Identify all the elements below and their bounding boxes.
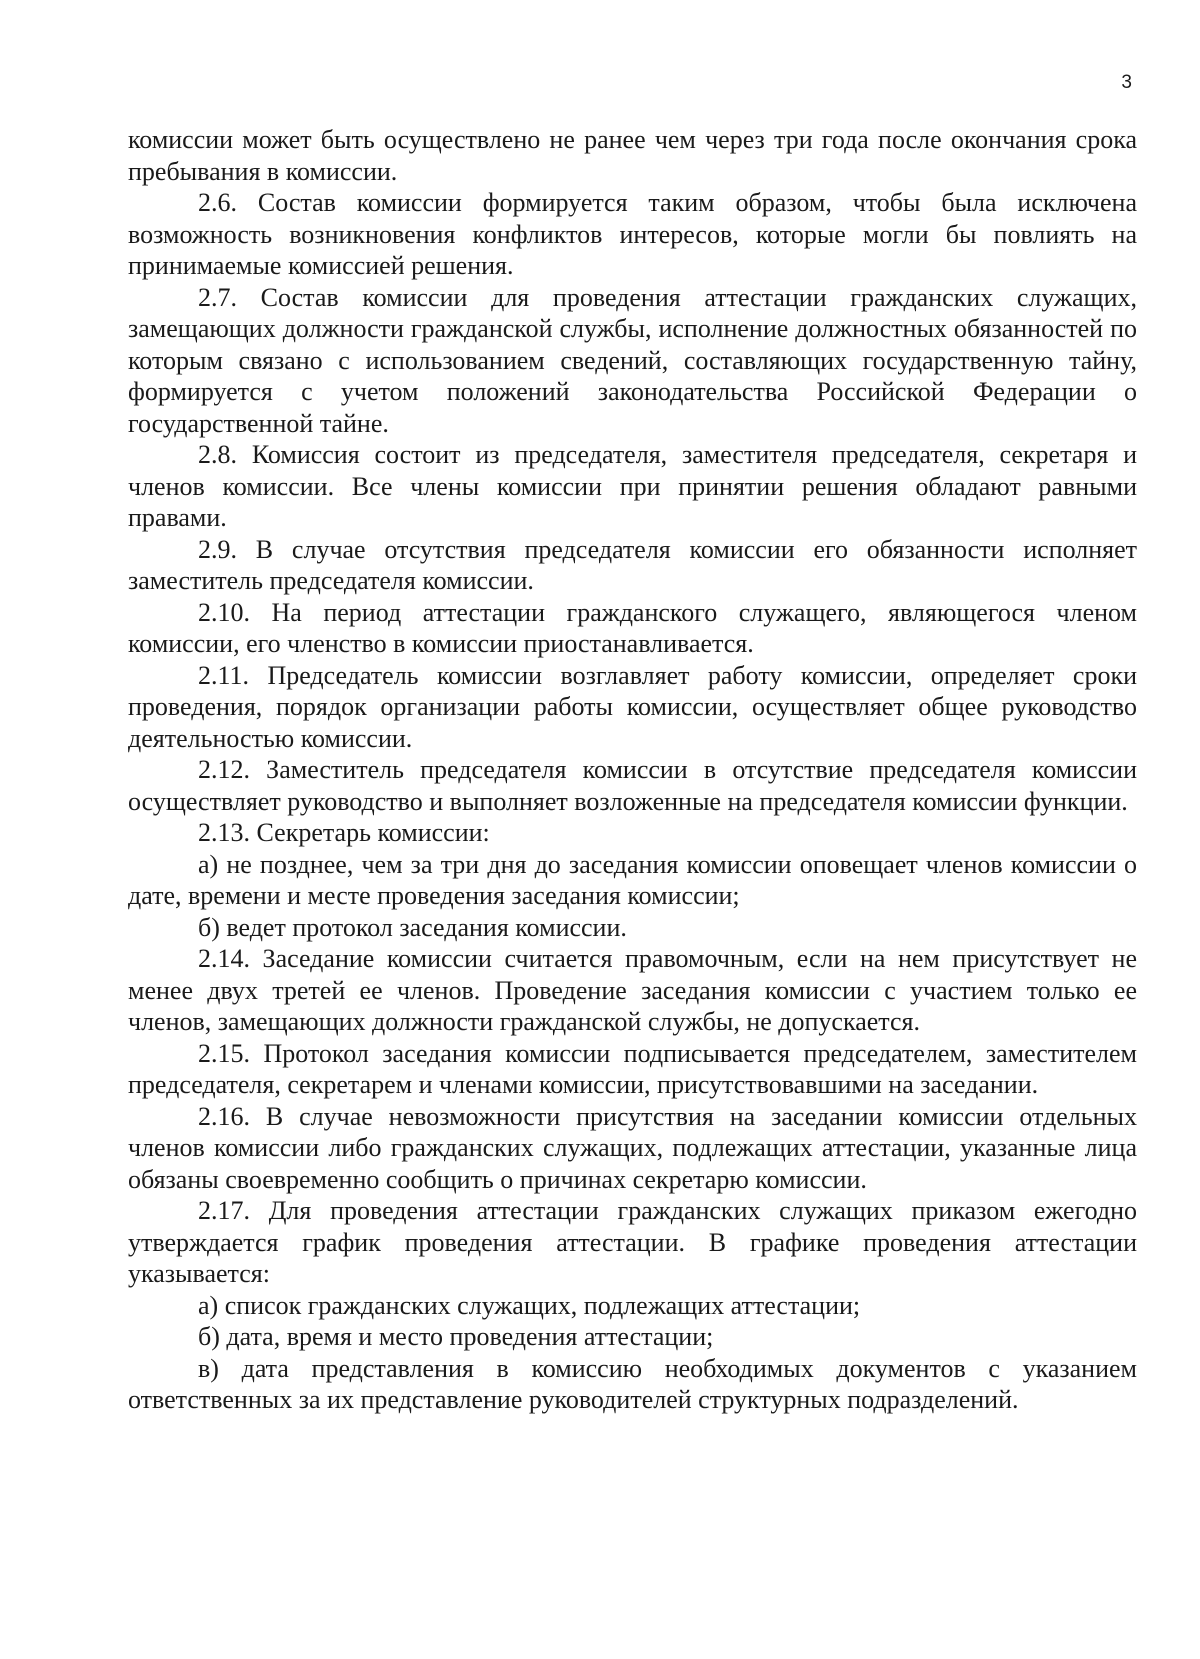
paragraph-2-17: 2.17. Для проведения аттестации гражданских служащих приказом ежегодно утверждается график проведения аттестации. В графике проведения аттестации указывается: (128, 1196, 1137, 1288)
list-item-2-17-b: б) дата, время и место проведения аттестации; (198, 1322, 714, 1351)
paragraph-2-6: 2.6. Состав комиссии формируется таким образом, чтобы была исключена возможность возникновения конфликтов интересов, которые могли бы повлиять на принимаемые комиссией решения. (128, 188, 1137, 280)
paragraph-2-12: 2.12. Заместитель председателя комиссии в отсутствие председателя комиссии осуществляет руководство и выполняет возложенные на председателя комиссии функции. (128, 755, 1137, 816)
paragraph-2-8: 2.8. Комиссия состоит из председателя, заместителя председателя, секретаря и членов комиссии. Все члены комиссии при принятии решения обладают равными правами. (128, 440, 1137, 532)
list-item-2-13-b: б) ведет протокол заседания комиссии. (198, 912, 627, 942)
list-item-2-17-c: в) дата представления в комиссию необходимых документов с указанием ответственных за их представление руководителей структурных подразделений. (128, 1353, 1137, 1414)
paragraph-2-11: 2.11. Председатель комиссии возглавляет работу комиссии, определяет сроки проведения, порядок организации работы комиссии, осуществляет общее руководство деятельностью комиссии. (128, 660, 1137, 753)
paragraph-continuation: комиссии может быть осуществлено не ранее чем через три года после окончания срока пребывания в комиссии. (128, 125, 1137, 186)
paragraph-2-13: 2.13. Секретарь комиссии: (198, 818, 490, 847)
page-number: 3 (1121, 72, 1132, 93)
paragraph-2-16: 2.16. В случае невозможности присутствия на заседании комиссии отдельных членов комиссии либо гражданских служащих, подлежащих аттестации, указанные лица обязаны своевременно сообщить о причинах секретарю комиссии. (128, 1101, 1137, 1194)
paragraph-2-14: 2.14. Заседание комиссии считается правомочным, если на нем присутствует не менее двух третей ее членов. Проведение заседания комиссии с участием только ее членов, замещающих должности гражданской службы, не допускается. (128, 944, 1137, 1036)
document-body (128, 124, 1137, 1416)
paragraph-2-7: 2.7. Состав комиссии для проведения аттестации гражданских служащих, замещающих должности гражданской службы, исполнение должностных обязанностей по которым связано с использованием сведений, составляющих государственную тайну, формируется с учетом положений законодательства Российской Федерации о государственной тайне. (128, 282, 1137, 438)
list-item-2-17-a: а) список гражданских служащих, подлежащих аттестации; (198, 1290, 861, 1320)
list-item-2-13-a: а) не позднее, чем за три дня до заседания комиссии оповещает членов комиссии о дате, времени и месте проведения заседания комиссии; (128, 849, 1137, 910)
paragraph-2-10: 2.10. На период аттестации гражданского служащего, являющегося членом комиссии, его членство в комиссии приостанавливается. (128, 597, 1137, 658)
paragraph-2-9: 2.9. В случае отсутствия председателя комиссии его обязанности исполняет заместитель председателя комиссии. (128, 534, 1137, 595)
paragraph-2-15: 2.15. Протокол заседания комиссии подписывается председателем, заместителем председателя, секретарем и членами комиссии, присутствовавшими на заседании. (128, 1038, 1137, 1099)
